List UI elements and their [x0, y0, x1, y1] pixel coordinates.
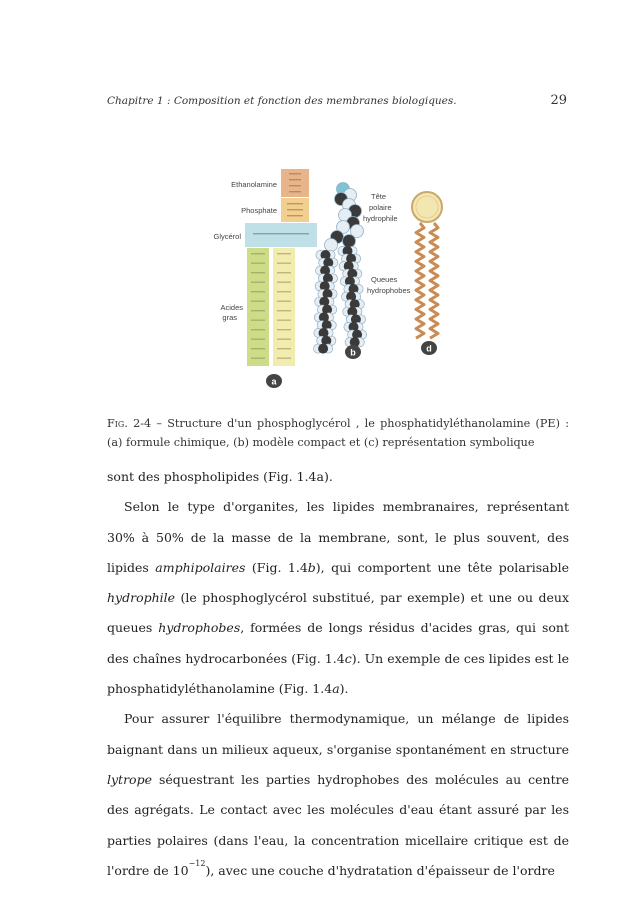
- svg-text:a: a: [271, 376, 277, 387]
- formula-mark: [287, 203, 303, 204]
- formula-mark: [287, 215, 303, 216]
- panel-b-badge: [345, 345, 361, 359]
- panel-d-badge: [421, 341, 437, 355]
- formula-mark: [277, 358, 291, 359]
- model-atom: [318, 344, 328, 354]
- label-gras: gras: [222, 313, 237, 322]
- label-hydrophobes: hydrophobes: [367, 286, 411, 295]
- formula-mark: [277, 310, 291, 311]
- label-phosphate: Phosphate: [241, 206, 277, 215]
- formula-mark: [289, 179, 301, 180]
- label-glycerol: Glycérol: [213, 232, 241, 241]
- formula-mark: [277, 301, 291, 302]
- formula-mark: [277, 320, 291, 321]
- formula-mark: [251, 329, 265, 330]
- formula-mark: [251, 320, 265, 321]
- formula-mark: [277, 253, 291, 254]
- symbol-tail-left: [416, 223, 424, 338]
- figure-phosphatidylethanolamine: [203, 165, 448, 393]
- figure-label: Fig. 2-4: [107, 417, 152, 430]
- label-polaire: polaire: [369, 203, 392, 212]
- panel-a-badge: [266, 374, 282, 388]
- formula-mark: [251, 310, 265, 311]
- body-text: [107, 462, 569, 886]
- formula-mark: [277, 272, 291, 273]
- formula-mark: [289, 185, 301, 186]
- formula-mark: [251, 339, 265, 340]
- formula-mark: [251, 282, 265, 283]
- label-tete: Tête: [371, 192, 387, 201]
- symbol-tail-right: [430, 223, 438, 338]
- formula-mark: [251, 348, 265, 349]
- model-atom: [343, 235, 356, 248]
- paragraph-2: Selon le type d'organites, les lipides membranaires, représentant 30% à 50% de la masse de la membrane, sont, le plus souvent, des lipides amphipolaires (Fig. 1.4b), qui comportent une tête polarisable hydrophile (le phosphoglycérol substitué, par exemple) et une ou deux queues hydrophobes, formées de longs résidus d'acides gras, qui sont des chaînes hydrocarbonées (Fig. 1.4c). Un exemple de ces lipides est le phosphatidyléthanolamine (Fig. 1.4a).: [107, 499, 569, 697]
- formula-mark: [277, 329, 291, 330]
- formula-mark: [251, 272, 265, 273]
- label-ethanolamine: Ethanolamine: [231, 180, 277, 189]
- formula-mark: [277, 263, 291, 264]
- formula-mark: [277, 339, 291, 340]
- formula-mark: [251, 291, 265, 292]
- formula-mark: [277, 282, 291, 283]
- formula-mark: [253, 233, 309, 234]
- lipid-symbol-icon: [412, 192, 442, 338]
- figure-caption: [107, 414, 569, 452]
- paragraph-3: Pour assurer l'équilibre thermodynamique, un mélange de lipides baignant dans un milieux aqueux, s'organise spontanément en structure lytrope séquestrant les parties hydrophobes des molécules au centre des agrégats. Le contact avec les molécules d'eau étant assuré par les parties polaires (dans l'eau, la concentration micellaire critique est de l'ordre de $10^{-12}$), avec une couche d'hydratation d'épaisseur de l'ordre: [107, 711, 569, 878]
- formula-mark: [251, 358, 265, 359]
- label-queues: Queues: [371, 275, 398, 284]
- space-filling-model-icon: [314, 183, 367, 354]
- formula-mark: [277, 291, 291, 292]
- svg-text:b: b: [350, 347, 356, 358]
- label-acides: Acides: [220, 303, 243, 312]
- formula-mark: [277, 348, 291, 349]
- paragraph-1: sont des phospholipides (Fig. 1.4a).: [107, 469, 333, 484]
- formula-mark: [287, 209, 303, 210]
- running-title: Chapitre 1 : Composition et fonction des membranes biologiques.: [107, 95, 457, 107]
- formula-mark: [289, 191, 301, 192]
- running-header: [107, 93, 567, 113]
- formula-mark: [251, 253, 265, 254]
- svg-text:d: d: [426, 343, 432, 354]
- figure-illustration: [203, 165, 448, 393]
- formula-mark: [289, 173, 301, 174]
- page-number: 29: [550, 93, 567, 108]
- glycerol-box: [245, 223, 317, 247]
- model-atom: [325, 239, 338, 252]
- formula-mark: [251, 263, 265, 264]
- formula-mark: [251, 301, 265, 302]
- label-hydrophile: hydrophile: [363, 214, 398, 223]
- caption-text: – Structure d'un phosphoglycérol , le phosphatidyléthanolamine (PE) : (a) formule chimique, (b) modèle compact et (c) représentation symbolique: [107, 417, 569, 449]
